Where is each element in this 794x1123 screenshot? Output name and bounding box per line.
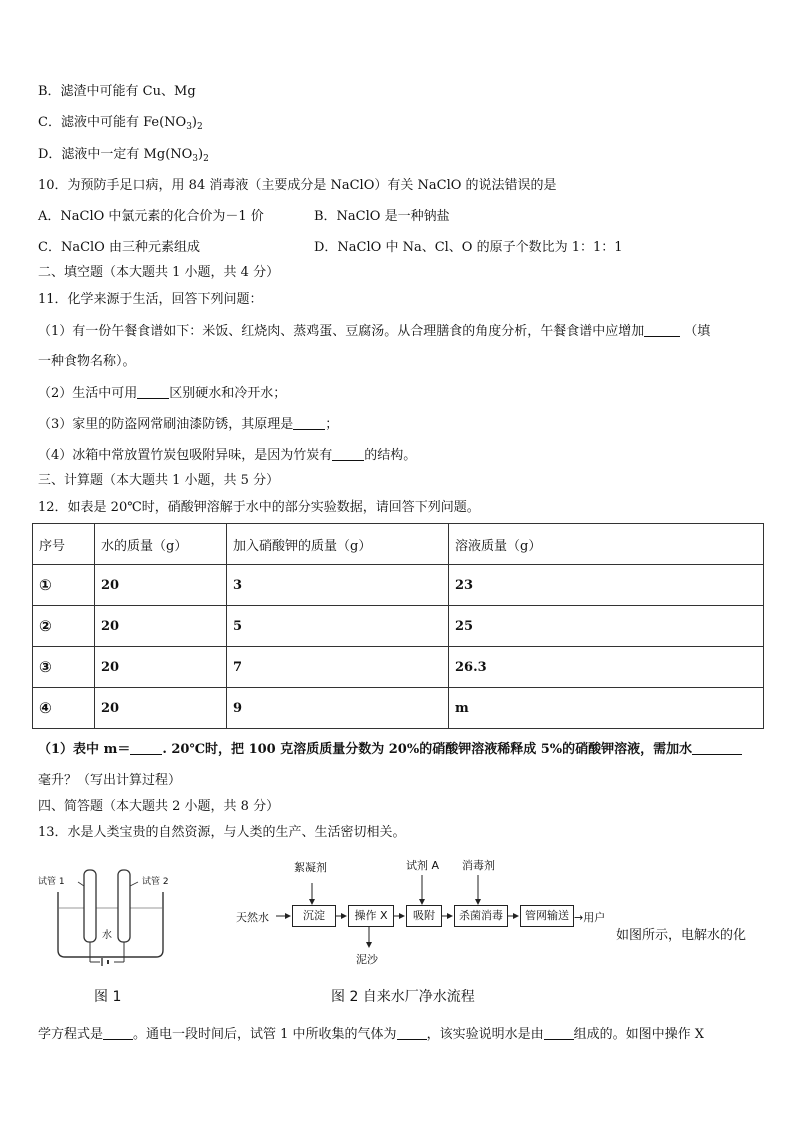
q11-part4-text: （4）冰箱中常放置竹炭包吸附异味，是因为竹炭有 [38,448,333,463]
table-cell: 5 [227,606,449,647]
q10-option-a: A．NaClO 中氯元素的化合价为－1 价 [38,209,264,224]
q11-part1-cont: 一种食物名称）。 [38,354,136,369]
q11-part2 [38,385,286,403]
flow-step-operation-x: 操作 X [348,905,394,927]
answer-blank[interactable] [544,1027,574,1040]
q13-last-line [38,1026,704,1044]
q13-text-c: ，该实验说明水是由 [426,1027,544,1042]
q13-text-d: 组成的。如图中操作 X [573,1027,704,1042]
table-cell: 9 [227,688,449,729]
q9-option-c: C．滤液中可能有 $Fe(NO_3)_2$ [38,115,203,132]
q11-part3-text: （3）家里的防盗网常刷油漆防锈，其原理是 [38,417,294,432]
q10-option-c: C．NaClO 由三种元素组成 [38,240,200,255]
table-row [33,565,764,606]
answer-blank[interactable] [293,417,325,430]
table-cell: m [449,688,764,729]
q10-option-b: B．NaClO 是一种钠盐 [314,209,450,224]
table-cell: 7 [227,647,449,688]
table-cell: 3 [227,565,449,606]
figure-1-electrolysis [38,862,188,974]
table-header: 溶液质量（g） [449,524,764,565]
table-cell: 20 [95,647,227,688]
answer-blank[interactable] [103,1027,133,1040]
q9-option-d: D．滤液中一定有 $Mg(NO_3)_2$ [38,147,209,164]
table-cell: ② [33,606,95,647]
answer-blank[interactable] [692,742,742,755]
q9-option-d-text: D．滤液中一定有 Mg(NO [38,147,193,162]
q12-part1 [38,741,742,759]
table-header: 水的质量（g） [95,524,227,565]
q11-part2-text: （2）生活中可用 [38,386,138,401]
table-cell: ④ [33,688,95,729]
q9-option-b: B．滤渣中可能有 Cu、Mg [38,84,196,99]
table-cell: 26.3 [449,647,764,688]
table-row [33,688,764,729]
q11-part3 [38,416,338,434]
q12-part1-text: （1）表中 m＝ [38,742,131,757]
table-cell: 25 [449,606,764,647]
table-row [33,606,764,647]
water-label: 水 [102,930,112,941]
flow-reagent-a-label: 试剂 A [406,859,440,872]
table-row [33,647,764,688]
q12-part1-cont: 毫升？（写出计算过程） [38,773,182,788]
q11-part3-tail: ； [325,417,339,432]
table-header-row [33,524,764,565]
q11-part1-tail: （填 [684,324,711,339]
q9-option-c-text: C．滤液中可能有 Fe(NO [38,115,187,130]
data-table [32,523,764,729]
q11-part2-tail: 区别硬水和冷开水； [169,386,287,401]
flow-step-disinfection: 杀菌消毒 [454,905,508,927]
answer-blank[interactable] [130,742,162,755]
section-4-title: 四、简答题（本大题共 2 小题，共 8 分） [38,799,280,814]
q12-stem: 12．如表是 20℃时，硝酸钾溶解于水中的部分实验数据，请回答下列问题。 [38,500,480,515]
flow-flocculant-label: 絮凝剂 [294,861,327,874]
figure-2-flowchart [232,855,622,973]
flow-disinfectant-label: 消毒剂 [462,859,495,872]
table-header: 加入硝酸钾的质量（g） [227,524,449,565]
table-cell: ③ [33,647,95,688]
flow-step-precipitation: 沉淀 [292,905,336,927]
flow-step-pipeline: 管网输送 [520,905,574,927]
section-3-title: 三、计算题（本大题共 1 小题，共 5 分） [38,473,280,488]
q13-text-b: 。通电一段时间后，试管 1 中所收集的气体为 [133,1027,397,1042]
figure-2-caption: 图 2 自来水厂净水流程 [331,989,475,1005]
tube-1-label: 试管 1 [38,877,65,887]
figure-1-caption: 图 1 [94,989,122,1005]
flow-sediment-label: 泥沙 [356,953,378,966]
answer-blank[interactable] [137,386,169,399]
q11-part4 [38,447,416,465]
table-cell: ① [33,565,95,606]
answer-blank[interactable] [397,1027,427,1040]
q13-side-text: 如图所示，电解水的化 [616,928,747,943]
q11-stem: 11．化学来源于生活，回答下列问题： [38,292,263,307]
q11-part1-text: （1）有一份午餐食谱如下：米饭、红烧肉、蒸鸡蛋、豆腐汤。从合理膳食的角度分析，午餐食谱中应增加 [38,324,645,339]
flow-step-adsorption: 吸附 [406,905,442,927]
q12-part1-mid: . 20℃时，把 100 克溶质质量分数为 20%的硝酸钾溶液稀释成 5%的硝酸钾溶液，需加水 [162,742,693,757]
tube-2-label: 试管 2 [142,877,169,887]
table-header: 序号 [33,524,95,565]
answer-blank[interactable] [644,324,680,337]
q13-text-a: 学方程式是 [38,1027,104,1042]
flow-user-label: →用户 [574,911,606,924]
q13-stem: 13．水是人类宝贵的自然资源，与人类的生产、生活密切相关。 [38,825,406,840]
table-cell: 20 [95,688,227,729]
q10-option-d: D．NaClO 中 Na、Cl、O 的原子个数比为 1：1：1 [314,240,623,255]
q11-part1 [38,323,710,341]
q10-stem: 10．为预防手足口病，用 84 消毒液（主要成分是 NaClO）有关 NaClO 的说法错误的是 [38,178,557,193]
flow-source-label: 天然水 [236,911,269,924]
table-cell: 20 [95,565,227,606]
q11-part4-tail: 的结构。 [364,448,417,463]
table-cell: 20 [95,606,227,647]
answer-blank[interactable] [332,448,364,461]
section-2-title: 二、填空题（本大题共 1 小题，共 4 分） [38,265,280,280]
table-cell: 23 [449,565,764,606]
